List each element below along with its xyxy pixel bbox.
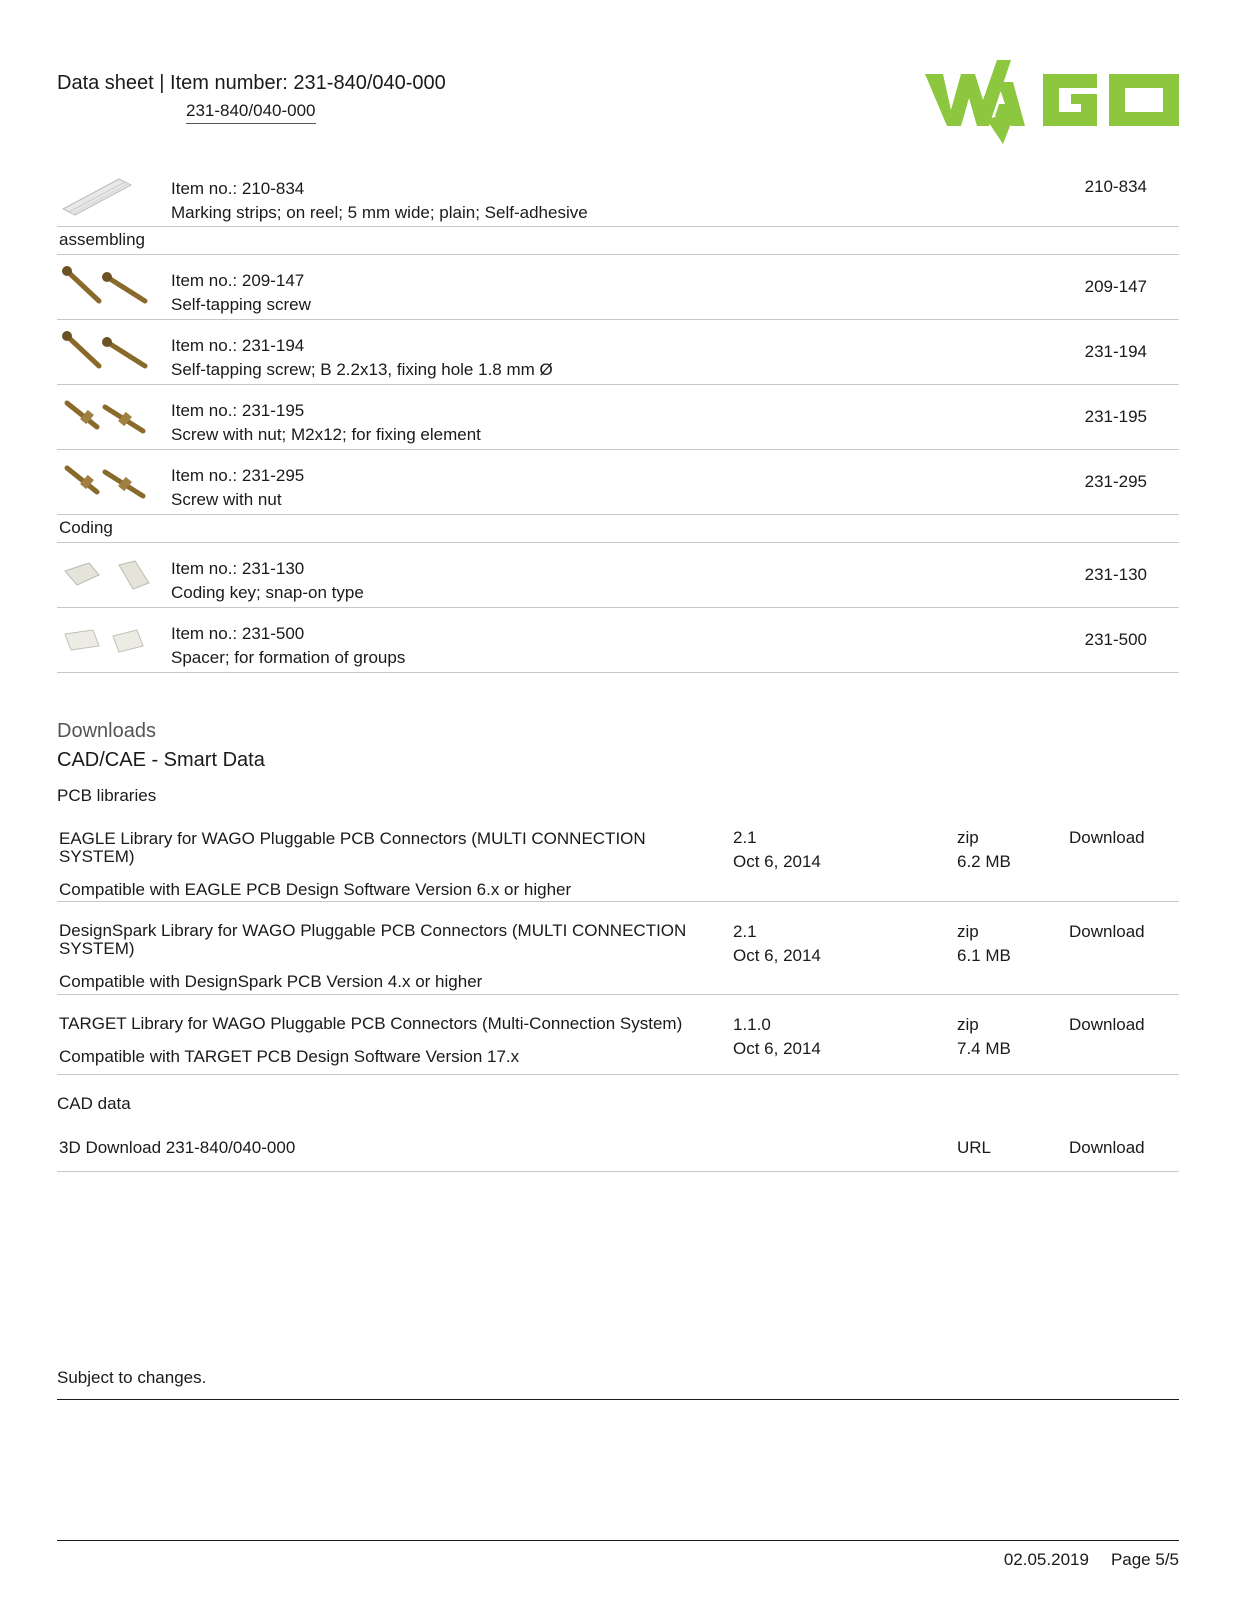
accessory-item-number: Item no.: 231-195 [171, 401, 305, 420]
library-version: 1.1.0 [733, 1015, 771, 1034]
accessory-row [57, 163, 1179, 227]
library-name: DesignSpark Library for WAGO Pluggable PCB Connectors (MULTI CONNECTION SYSTEM) [59, 921, 687, 958]
footer-date: 02.05.2019 [1003, 1550, 1089, 1569]
file-type: URL [957, 1138, 992, 1157]
accessory-description: Marking strips; on reel; 5 mm wide; plain; Self-adhesive [171, 203, 588, 222]
accessory-row [57, 608, 1179, 673]
screw-nut-icon [59, 458, 155, 508]
library-date: Oct 6, 2014 [733, 946, 821, 965]
cad-item-name: 3D Download 231-840/040-000 [59, 1138, 296, 1157]
screw-nut-icon [59, 393, 155, 443]
accessory-row [57, 320, 1179, 385]
spacer-icon [59, 616, 155, 666]
pcb-libraries-table [57, 820, 1179, 1075]
accessory-description: Self-tapping screw [171, 295, 311, 314]
download-row [57, 1128, 1179, 1172]
download-row [57, 820, 1179, 902]
accessory-item-number: Item no.: 209-147 [171, 271, 305, 290]
cad-data-heading: CAD data [57, 1094, 131, 1113]
file-type: zip [957, 828, 979, 847]
library-version: 2.1 [733, 922, 757, 941]
accessory-code: 210-834 [1084, 177, 1147, 196]
accessory-item-number: Item no.: 231-295 [171, 466, 305, 485]
download-row [57, 995, 1179, 1075]
accessory-description: Screw with nut [171, 490, 282, 509]
file-size: 6.2 MB [957, 852, 1011, 871]
accessory-code: 231-194 [1084, 342, 1147, 361]
footer-note: Subject to changes. [57, 1368, 207, 1387]
downloads-title: CAD/CAE - Smart Data [57, 749, 265, 771]
accessory-item-number: Item no.: 231-194 [171, 336, 305, 355]
download-row [57, 902, 1179, 995]
accessory-code: 231-500 [1084, 630, 1147, 649]
page-divider [57, 1540, 1179, 1541]
file-size: 7.4 MB [957, 1039, 1011, 1058]
cad-data-table [57, 1128, 1179, 1172]
marking-strip-icon [59, 171, 155, 221]
file-type: zip [957, 1015, 979, 1034]
accessory-group-coding: Coding [57, 515, 1179, 543]
file-type: zip [957, 922, 979, 941]
wago-logo [925, 58, 1179, 144]
accessory-item-number: Item no.: 231-500 [171, 624, 305, 643]
item-number-link[interactable]: 231-840/040-000 [186, 101, 316, 124]
accessories-table [57, 163, 1179, 673]
library-name: TARGET Library for WAGO Pluggable PCB Connectors (Multi-Connection System) [59, 1014, 683, 1033]
accessory-description: Spacer; for formation of groups [171, 648, 406, 667]
screw-icon [59, 328, 155, 378]
accessory-description: Self-tapping screw; B 2.2x13, fixing hole 1.8 mm Ø [171, 360, 553, 379]
accessory-code: 231-295 [1084, 472, 1147, 491]
library-version: 2.1 [733, 828, 757, 847]
accessory-item-number: Item no.: 231-130 [171, 559, 305, 578]
accessory-row [57, 255, 1179, 320]
library-date: Oct 6, 2014 [733, 852, 821, 871]
page-number: Page 5/5 [1110, 1550, 1179, 1569]
accessory-code: 209-147 [1084, 277, 1147, 296]
download-link[interactable]: Download [1069, 828, 1145, 847]
download-link[interactable]: Download [1069, 1138, 1145, 1157]
accessory-row [57, 543, 1179, 608]
footer-meta [1004, 1550, 1179, 1570]
page-title: Data sheet | Item number: 231-840/040-000 [57, 72, 446, 94]
accessory-description: Coding key; snap-on type [171, 583, 364, 602]
file-size: 6.1 MB [957, 946, 1011, 965]
accessory-item-number: Item no.: 210-834 [171, 179, 305, 198]
accessory-row [57, 385, 1179, 450]
downloads-label: Downloads [57, 720, 156, 742]
library-compat: Compatible with TARGET PCB Design Software Version 17.x [59, 1047, 520, 1066]
library-name: EAGLE Library for WAGO Pluggable PCB Connectors (MULTI CONNECTION SYSTEM) [59, 829, 646, 866]
accessory-row [57, 450, 1179, 515]
accessory-code: 231-130 [1084, 565, 1147, 584]
library-date: Oct 6, 2014 [733, 1039, 821, 1058]
accessory-code: 231-195 [1084, 407, 1147, 426]
download-link[interactable]: Download [1069, 922, 1145, 941]
coding-key-icon [59, 551, 155, 601]
library-compat: Compatible with DesignSpark PCB Version 4.x or higher [59, 972, 483, 991]
pcb-libraries-heading: PCB libraries [57, 786, 157, 805]
library-compat: Compatible with EAGLE PCB Design Software Version 6.x or higher [59, 880, 572, 899]
footer-divider [57, 1399, 1179, 1400]
accessory-description: Screw with nut; M2x12; for fixing element [171, 425, 481, 444]
screw-icon [59, 263, 155, 313]
download-link[interactable]: Download [1069, 1015, 1145, 1034]
accessory-group-assembling: assembling [57, 227, 1179, 255]
